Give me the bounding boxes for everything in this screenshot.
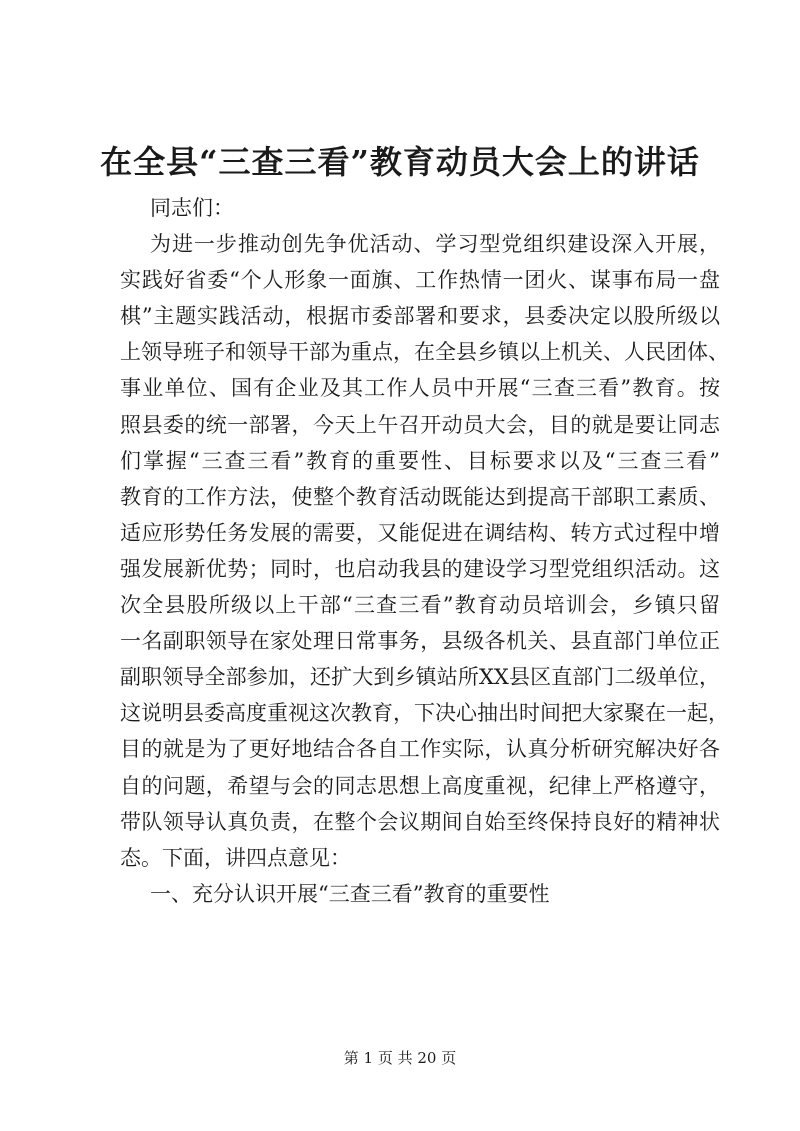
paragraph-line: 带队领导认真负责，在整个会议期间自始至终保持良好的精神状	[120, 809, 720, 834]
paragraph-line: 适应形势任务发展的需要，又能促进在调结构、转方式过程中增	[120, 520, 720, 545]
paragraph-line: 教育的工作方法，使整个教育活动既能达到提高干部职工素质、	[120, 484, 720, 509]
paragraph-line: 目的就是为了更好地结合各自工作实际，认真分析研究解决好各	[120, 737, 720, 762]
paragraph-line: 一名副职领导在家处理日常事务，县级各机关、县直部门单位正	[120, 629, 720, 654]
paragraph-line: 上领导班子和领导干部为重点，在全县乡镇以上机关、人民团体、	[120, 340, 729, 365]
page-number-footer: 第 1 页 共 20 页	[343, 1049, 457, 1067]
paragraph-line: 这说明县委高度重视这次教育，下决心抽出时间把大家聚在一起，	[120, 701, 729, 726]
paragraph-line: 副职领导全部参加，还扩大到乡镇站所XX县区直部门二级单位，	[120, 665, 720, 690]
paragraph-line: 自的问题，希望与会的同志思想上高度重视，纪律上严格遵守，	[120, 773, 720, 798]
paragraph-line: 事业单位、国有企业及其工作人员中开展“三查三看”教育。按	[120, 376, 720, 401]
paragraph-line: 照县委的统一部署，今天上午召开动员大会，目的就是要让同志	[120, 412, 720, 437]
paragraph-line: 强发展新优势；同时，也启动我县的建设学习型党组织活动。这	[120, 556, 720, 581]
section-heading: 一、充分认识开展“三查三看”教育的重要性	[150, 881, 550, 906]
paragraph-line: 们掌握“三查三看”教育的重要性、目标要求以及“三查三看”	[120, 448, 720, 473]
paragraph-line: 为进一步推动创先争优活动、学习型党组织建设深入开展，	[150, 232, 720, 257]
document-title: 在全县“三查三看”教育动员大会上的讲话	[100, 143, 700, 181]
paragraph-line: 棋”主题实践活动，根据市委部署和要求，县委决定以股所级以	[120, 304, 720, 329]
greeting: 同志们：	[150, 196, 234, 220]
paragraph-line: 态。下面，讲四点意见：	[120, 845, 351, 870]
paragraph-line: 实践好省委“个人形象一面旗、工作热情一团火、谋事布局一盘	[120, 268, 720, 293]
document-body	[120, 190, 729, 912]
paragraph-line: 次全县股所级以上干部“三查三看”教育动员培训会，乡镇只留	[120, 593, 720, 618]
